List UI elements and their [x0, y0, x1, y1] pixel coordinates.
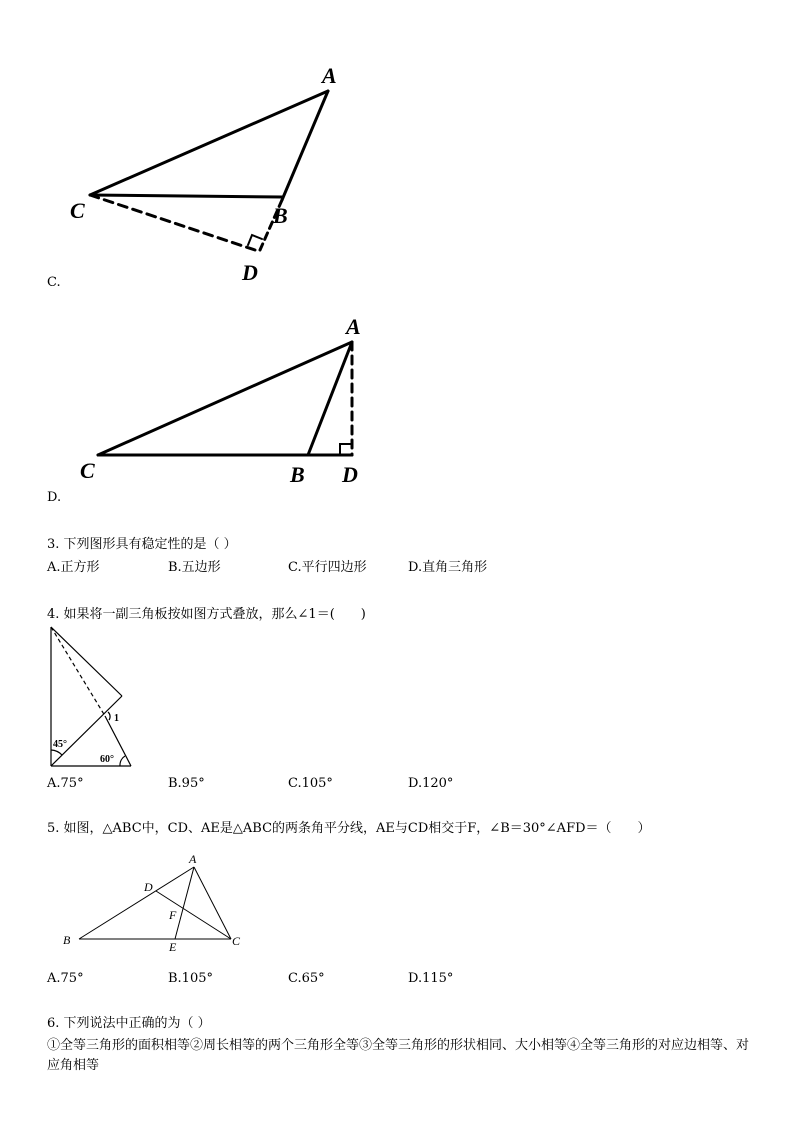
q5-option-a: A.75° — [47, 971, 84, 986]
question-5-stem: 5. 如图，△ABC中，CD、AE是△ABC的两条角平分线，AE与CD相交于F，∠B＝30°∠AFD＝（ ） — [47, 821, 651, 836]
label-a: A — [189, 852, 197, 866]
label-a: A — [322, 63, 337, 88]
segment-ab — [79, 867, 194, 939]
segment-cb — [90, 195, 282, 197]
label-d: D — [342, 462, 358, 487]
q5-option-b: B.105° — [168, 971, 213, 986]
label-c: C — [70, 198, 85, 223]
figure-question-4 — [48, 624, 138, 770]
q5-option-c: C.65° — [288, 971, 325, 986]
q5-option-d: D.115° — [408, 971, 454, 986]
label-d: D — [242, 260, 258, 285]
right-angle-mark — [248, 235, 262, 245]
label-e: E — [169, 940, 177, 954]
right-angle-mark — [340, 444, 352, 455]
question-6-stem: 6. 下列说法中正确的为（ ） — [47, 1016, 211, 1031]
label-f: F — [169, 908, 177, 922]
q4-option-c: C.105° — [288, 776, 333, 791]
question-3-stem: 3. 下列图形具有稳定性的是（ ） — [47, 537, 237, 552]
question-4-stem: 4. 如果将一副三角板按如图方式叠放，那么∠1＝( ) — [47, 607, 366, 622]
label-c: C — [80, 458, 95, 483]
option-d-letter: D. — [47, 490, 62, 505]
label-angle-45: 45° — [53, 739, 67, 750]
segment-cd-dashed — [90, 195, 255, 250]
label-angle-1: 1 — [114, 713, 119, 724]
arc-60 — [120, 756, 125, 766]
figure-option-c — [60, 55, 360, 290]
figure-question-5 — [55, 850, 255, 955]
segment-cd — [156, 891, 231, 939]
label-b: B — [290, 462, 305, 487]
q4-option-a: A.75° — [47, 776, 84, 791]
q3-option-b: B.五边形 — [168, 560, 221, 575]
arc-1 — [108, 712, 110, 720]
arc-45 — [51, 750, 62, 755]
label-d: D — [144, 880, 153, 894]
triangle-45-hypotenuse — [51, 627, 122, 696]
q3-option-c: C.平行四边形 — [288, 560, 367, 575]
figure-option-d — [60, 310, 380, 500]
q4-option-b: B.95° — [168, 776, 205, 791]
q4-option-d: D.120° — [408, 776, 454, 791]
label-b: B — [273, 203, 288, 228]
label-b: B — [63, 933, 71, 947]
option-c-letter: C. — [47, 275, 61, 290]
q3-option-d: D.直角三角形 — [408, 560, 488, 575]
label-a: A — [346, 314, 361, 339]
label-angle-60: 60° — [100, 754, 114, 765]
segment-ae — [175, 867, 194, 939]
question-6-statements: ①全等三角形的面积相等②周长相等的两个三角形全等③全等三角形的形状相同、大小相等④全等三角形的对应边相等、对应角相等 — [47, 1038, 750, 1073]
label-c: C — [232, 934, 241, 948]
segment-ac — [194, 867, 231, 939]
q3-option-a: A.正方形 — [47, 560, 100, 575]
